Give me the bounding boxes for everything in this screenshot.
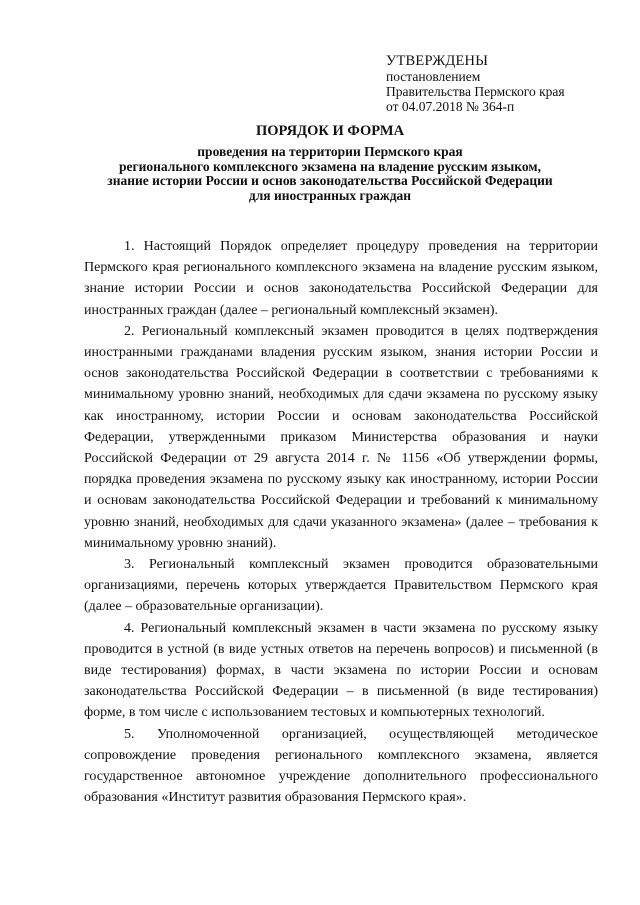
document-subtitle-line: регионального комплексного экзамена на владение русским языком, [119, 158, 541, 174]
approval-authority: Правительства Пермского края [386, 84, 565, 99]
approval-decree-label: постановлением [386, 69, 481, 84]
approval-heading: УТВЕРЖДЕНЫ [386, 53, 489, 69]
approval-date-number: от 04.07.2018 № 364-п [386, 99, 515, 114]
approval-stamp [386, 54, 626, 114]
paragraph-1: 1. Настоящий Порядок определяет процедуру проведения на территории Пермского края регионального комплексного экзамена на владение русским языком, знание истории России и основ законодательства Российской Федерации для иностранных граждан (далее – региональный комплексный экзамен). [84, 239, 598, 318]
document-title: ПОРЯДОК И ФОРМА [255, 123, 405, 139]
document-subtitle-line: знание истории России и основ законодательства Российской Федерации [107, 173, 553, 188]
paragraph-5: 5. Уполномоченной организацией, осуществляющей методическое сопровождение проведения регионального комплексного экзамена, является государственное автономное учреждение дополнительного профессионального образования «Институт развития образования Пермского края». [84, 726, 598, 806]
paragraph-3: 3. Региональный комплексный экзамен проводится образовательными организациями, перечень которых утверждается Правительством Пермского края (далее – образовательные организации). [84, 557, 598, 615]
document-subtitle-line: для иностранных граждан [248, 187, 412, 203]
document-title-block [60, 123, 600, 203]
document-subtitle-line: проведения на территории Пермского края [197, 144, 463, 159]
paragraph-4: 4. Региональный комплексный экзамен в части экзамена по русскому языку проводится в устной (в виде устных ответов на перечень вопросов) и письменной (в виде тестирования) формах, в части экзамена по истории России и основам законодательства Российской Федерации – в письменной (в виде тестирования) форме, в том числе с использованием тестовых и компьютерных технологий. [84, 620, 598, 721]
document-body [84, 236, 598, 808]
paragraph-2: 2. Региональный комплексный экзамен проводится в целях подтверждения иностранными гражданами владения русским языком, знания истории России и основ законодательства Российской Федерации в соответствии с требованиями к минимальному уровню знаний, необходимых для сдачи экзамена по русскому языку как иностранному, истории России и основам законодательства Российской Федерации, утвержденными приказом Министерства образования и науки Российской Федерации от 29 августа 2014 г. № 1156 «Об утверждении формы, порядка проведения экзамена по русскому языку как иностранному, истории России и основам законодательства Российской Федерации и требований к минимальному уровню знаний, необходимых для сдачи указанного экзамена» (далее – требования к минимальному уровню знаний). [84, 323, 598, 551]
